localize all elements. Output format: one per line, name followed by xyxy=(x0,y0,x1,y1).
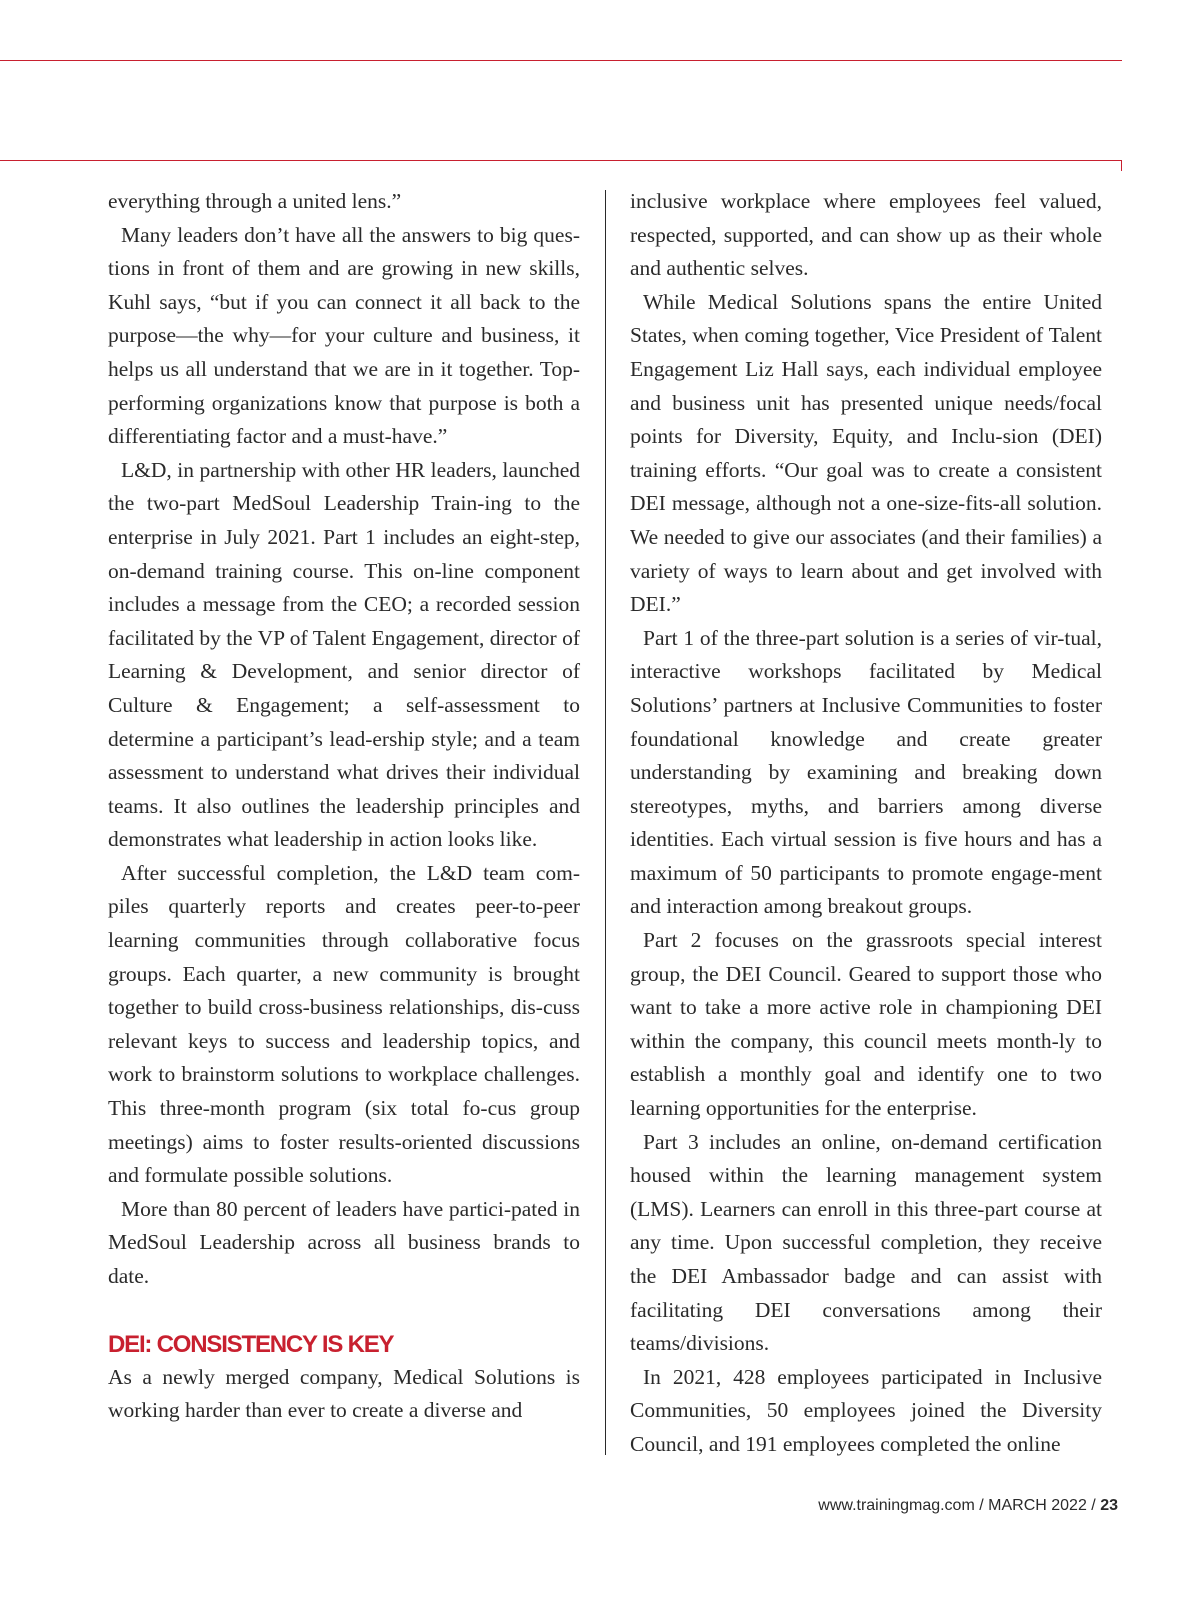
page-number: 23 xyxy=(1100,1497,1118,1514)
paragraph: everything through a united lens.” xyxy=(108,189,402,213)
paragraph: Part 3 includes an online, on-demand certification housed within the learning management system (LMS). Learners can enroll in this three-part course at any time. Upon successful completion, they receive the DEI Ambassador badge and can assist with facilitating DEI conversations among their teams/divisions. xyxy=(630,1129,1102,1356)
paragraph: Part 1 of the three-part solution is a series of vir-tual, interactive workshops facilitated by Medical Solutions’ partners at Inclusive Communities to foster foundational knowledge and create greater understanding by examining and breaking down stereotypes, myths, and barriers among diverse identities. Each virtual session is five hours and has a maximum of 50 participants to promote engage-ment and interaction among breakout groups. xyxy=(630,625,1102,919)
paragraph: inclusive workplace where employees feel valued, respected, supported, and can show up as their whole and authentic selves. xyxy=(630,189,1102,281)
paragraph: While Medical Solutions spans the entire United States, when coming together, Vice President of Talent Engagement Liz Hall says, each individual employee and business unit has presented unique needs/focal points for Diversity, Equity, and Inclu-sion (DEI) training efforts. “Our goal was to create a consistent DEI message, although not a one-size-fits-all solution. We needed to give our associates (and their families) a variety of ways to learn about and get involved with DEI.” xyxy=(630,289,1102,617)
paragraph: In 2021, 428 employees participated in Inclusive Communities, 50 employees joined the Diversity Council, and 191 employees completed the online xyxy=(630,1364,1102,1456)
page-footer xyxy=(818,1497,1118,1515)
paragraph: Many leaders don’t have all the answers to big ques-tions in front of them and are growing in new skills, Kuhl says, “but if you can connect it all back to the purpose—the why—for your culture and business, it helps us all understand that we are in it together. Top-performing organizations know that purpose is both a differentiating factor and a must-have.” xyxy=(108,222,580,449)
footer-separator: / xyxy=(979,1497,984,1514)
paragraph: More than 80 percent of leaders have partici-pated in MedSoul Leadership across all business brands to date. xyxy=(108,1196,580,1288)
paragraph: Part 2 focuses on the grassroots special interest group, the DEI Council. Geared to support those who want to take a more active role in championing DEI within the company, this council meets month-ly to establish a monthly goal and identify one to two learning opportunities for the enterprise. xyxy=(630,928,1102,1121)
paragraph: After successful completion, the L&D team com-piles quarterly reports and creates peer-to-peer learning communities through collaborative focus groups. Each quarter, a new community is brought together to build cross-business relationships, dis-cuss relevant keys to success and leadership topics, and work to brainstorm solutions to workplace challenges. This three-month program (six total fo-cus group meetings) aims to foster results-oriented discussions and formulate possible solutions. xyxy=(108,860,580,1188)
column-divider xyxy=(605,190,606,1455)
top-rule xyxy=(0,60,1122,61)
frame-rule xyxy=(0,160,1122,161)
footer-site: www.trainingmag.com xyxy=(818,1497,975,1514)
left-column xyxy=(108,185,580,1428)
paragraph: L&D, in partnership with other HR leaders, launched the two-part MedSoul Leadership Train-ing to the enterprise in July 2021. Part 1 includes an eight-step, on-demand training course. This on-line component includes a message from the CEO; a recorded session facilitated by the VP of Talent Engagement, director of Learning & Development, and senior director of Culture & Engagement; a self-assessment to determine a participant’s lead-ership style; and a team assessment to understand what drives their individual teams. It also outlines the leadership principles and demonstrates what leadership in action looks like. xyxy=(108,457,580,852)
section-heading: DEI: CONSISTENCY IS KEY xyxy=(108,1330,394,1358)
footer-separator: / xyxy=(1091,1497,1096,1514)
footer-issue: MARCH 2022 xyxy=(988,1497,1087,1514)
paragraph: As a newly merged company, Medical Solutions is working harder than ever to create a diverse and xyxy=(108,1364,580,1423)
right-column xyxy=(630,185,1102,1462)
frame-corner-rule xyxy=(1121,160,1122,171)
